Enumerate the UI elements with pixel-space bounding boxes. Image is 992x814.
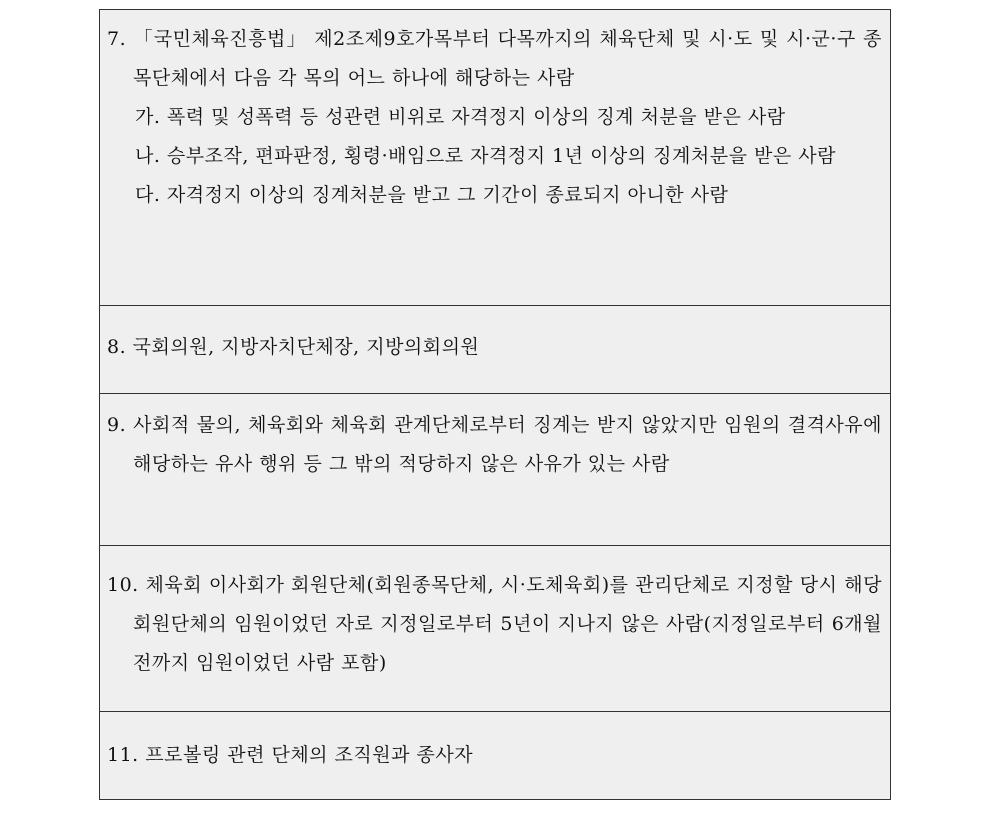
item-7-sub-a: 가. 폭력 및 성폭력 등 성관련 비위로 자격정지 이상의 징계 처분을 받은 사람	[135, 106, 786, 128]
table-row-item-9	[100, 394, 890, 546]
item-8-text: 8. 국회의원, 지방자치단체장, 지방의회의원	[107, 336, 480, 358]
item-11-text: 11. 프로볼링 관련 단체의 조직원과 종사자	[107, 744, 474, 766]
item-7-sub-b: 나. 승부조작, 편파판정, 횡령·배임으로 자격정지 1년 이상의 징계처분을 받은 사람	[135, 145, 836, 167]
disqualification-table	[99, 9, 891, 800]
item-7-sub-c: 다. 자격정지 이상의 징계처분을 받고 그 기간이 종료되지 아니한 사람	[135, 184, 729, 206]
table-row-item-7	[100, 10, 890, 306]
item-10-text: 10. 체육회 이사회가 회원단체(회원종목단체, 시·도체육회)를 관리단체로 지정할 당시 해당 회원단체의 임원이었던 자로 지정일로부터 5년이 지나지 않은 사람(지정일로부터 6개월 전까지 임원이었던 사람 포함)	[107, 574, 882, 674]
item-9-text: 9. 사회적 물의, 체육회와 체육회 관계단체로부터 징계는 받지 않았지만 임원의 결격사유에 해당하는 유사 행위 등 그 밖의 적당하지 않은 사유가 있는 사람	[107, 414, 882, 475]
item-7-text: 7. 「국민체육진흥법」 제2조제9호가목부터 다목까지의 체육단체 및 시·도 및 시·군·구 종목단체에서 다음 각 목의 어느 하나에 해당하는 사람	[107, 28, 882, 89]
table-row-item-10	[100, 546, 890, 712]
table-row-item-8	[100, 306, 890, 394]
table-row-item-11	[100, 712, 890, 799]
